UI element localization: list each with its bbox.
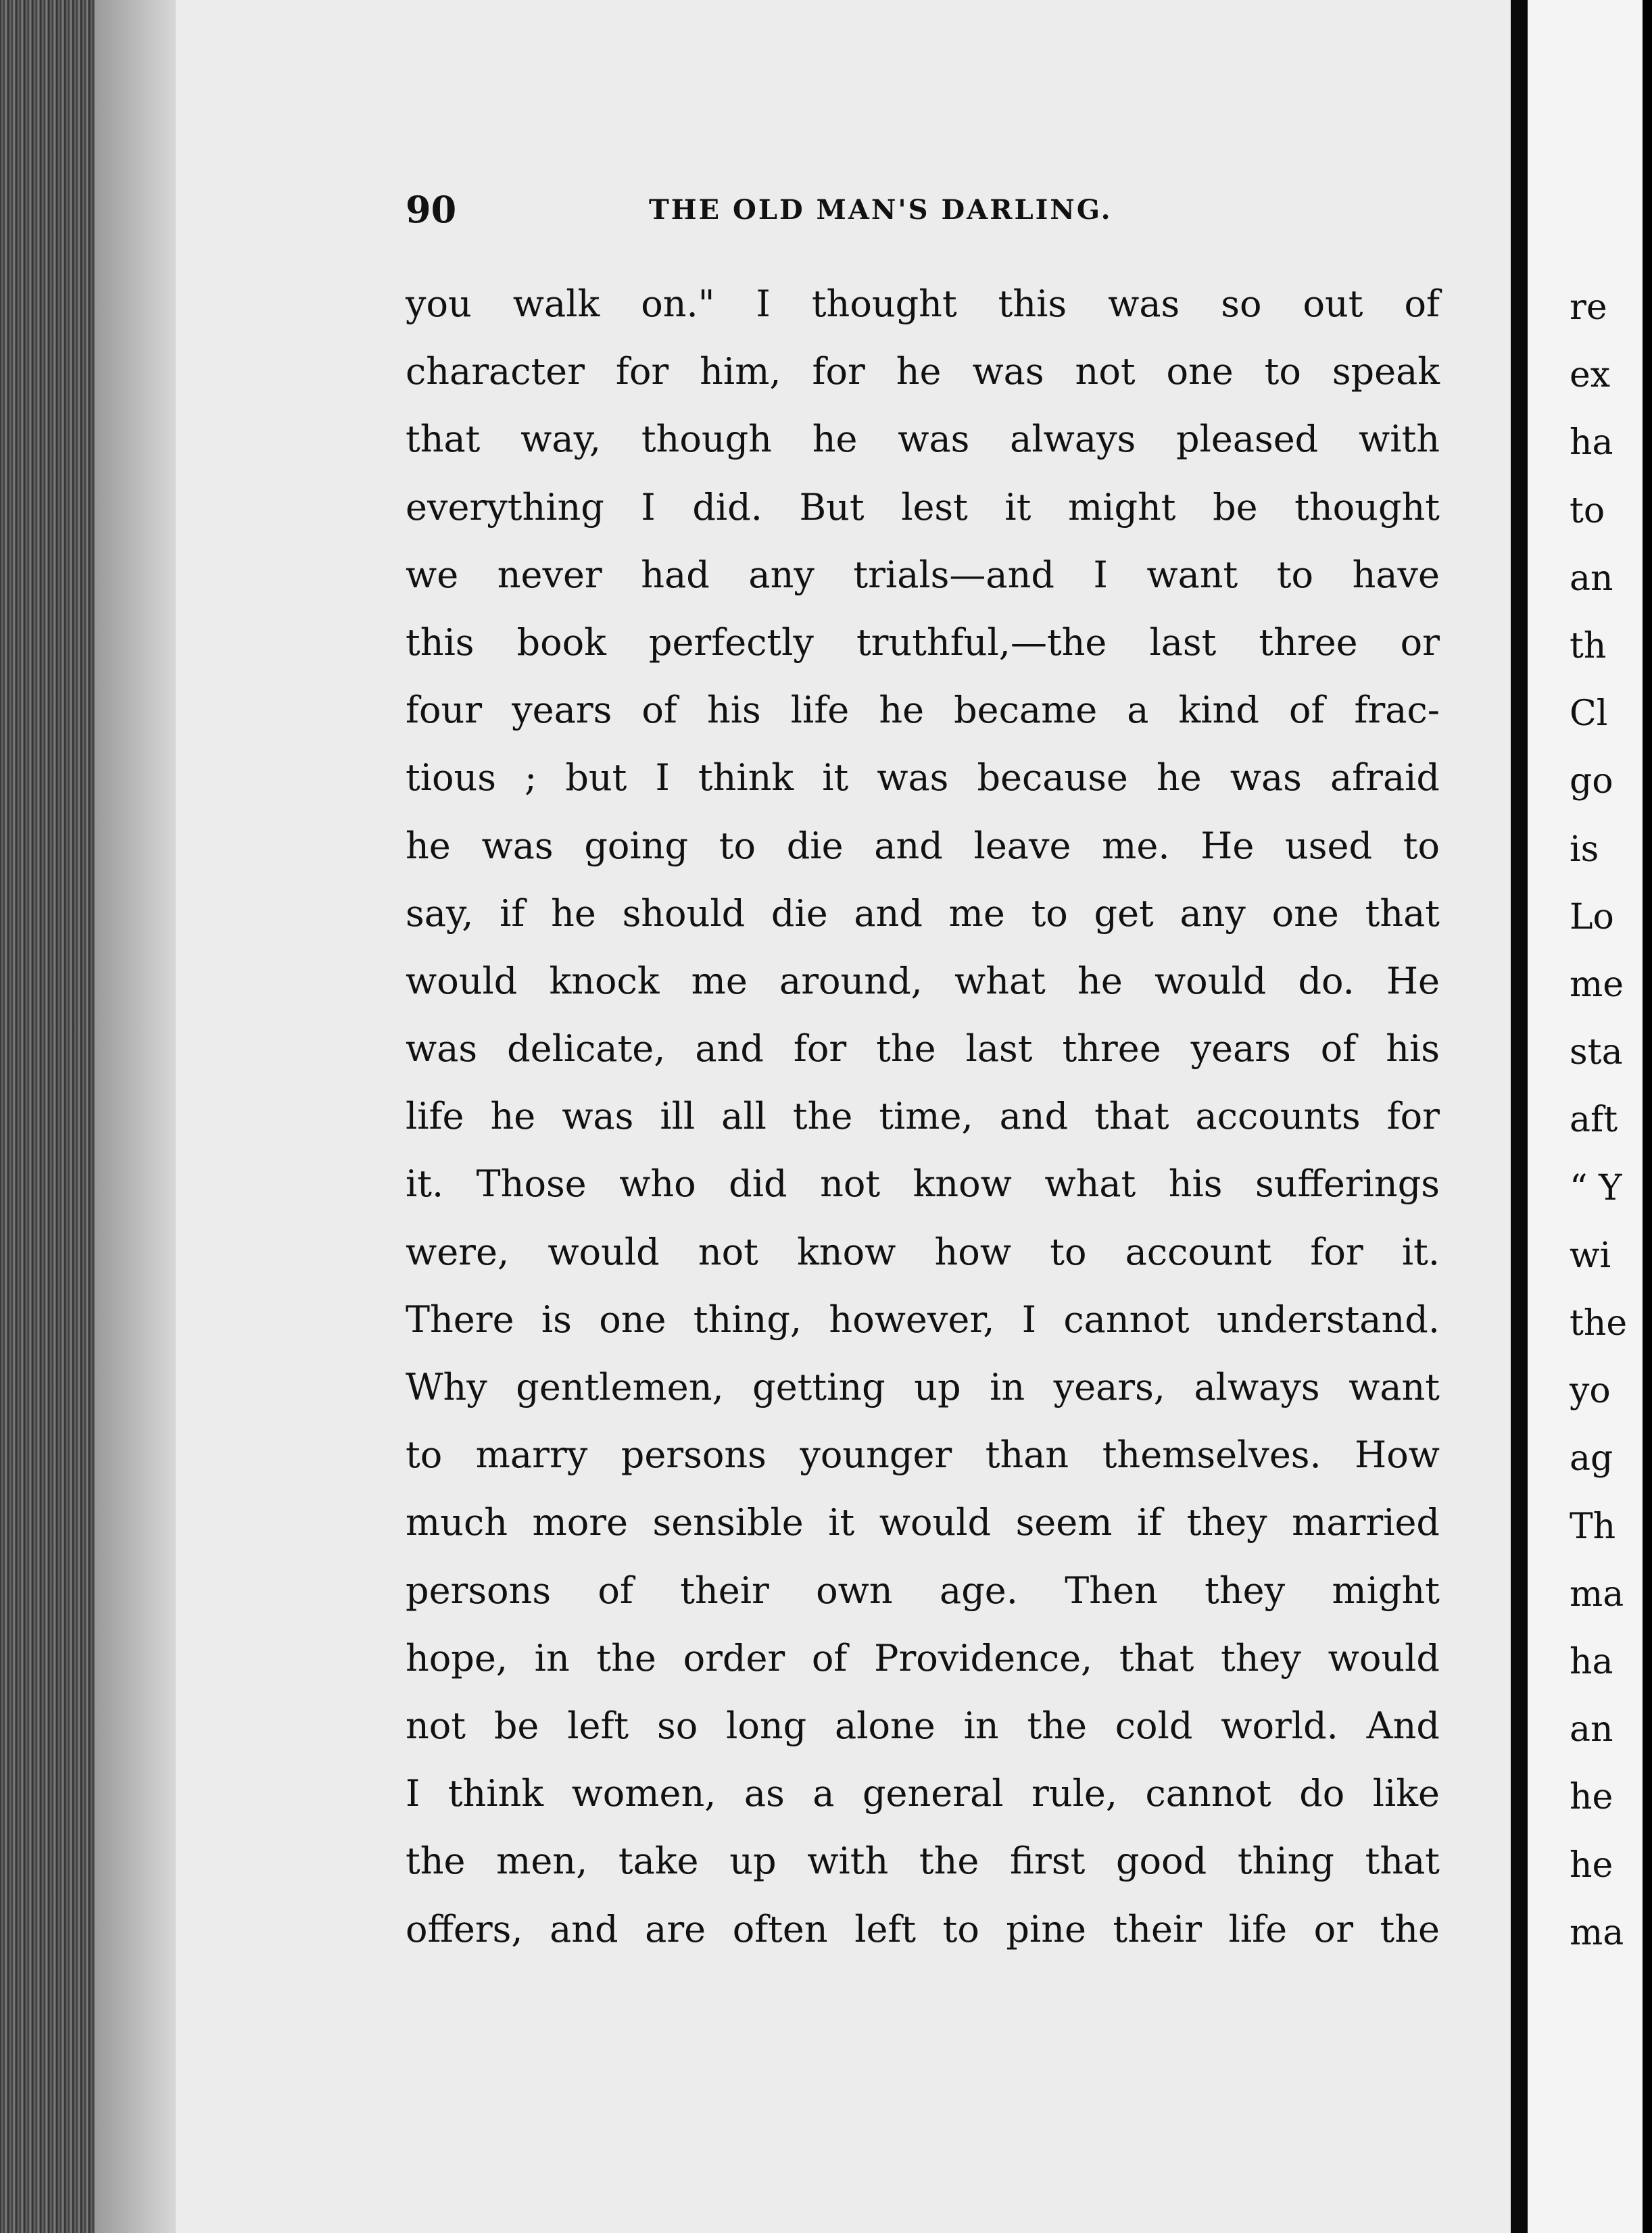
- text-line: to marry persons younger than themselves. How: [406, 1433, 1440, 1477]
- next-page-line-fragment: ag: [1570, 1438, 1613, 1479]
- text-line: I think women, as a general rule, cannot do like: [406, 1772, 1440, 1815]
- next-page-line-fragment: sta: [1570, 1032, 1623, 1073]
- next-page-line-fragment: ma: [1570, 1573, 1624, 1615]
- text-line: Why gentlemen, getting up in years, always want: [406, 1366, 1440, 1408]
- text-line: four years of his life he became a kind of frac-: [406, 689, 1440, 732]
- text-line: There is one thing, however, I cannot understand.: [406, 1298, 1440, 1341]
- text-line: you walk on." I thought this was so out of: [406, 283, 1440, 325]
- running-head: [406, 189, 1514, 230]
- text-line: hope, in the order of Providence, that they would: [406, 1636, 1440, 1679]
- next-page-line-fragment: ha: [1570, 422, 1613, 464]
- next-page-line-fragment: he: [1570, 1777, 1613, 1818]
- next-page-line-fragment: “ Y: [1570, 1167, 1622, 1208]
- text-line: say, if he should die and me to get any one that: [406, 891, 1440, 935]
- next-page-line-fragment: is: [1570, 829, 1599, 870]
- text-line: that way, though he was always pleased with: [406, 418, 1440, 461]
- text-line: it. Those who did not know what his sufferings: [406, 1162, 1440, 1206]
- page-number: 90: [406, 188, 457, 231]
- scan-edge: [1643, 0, 1652, 2233]
- text-line: not be left so long alone in the cold world. And: [406, 1704, 1440, 1747]
- text-line: tious ; but I think it was because he was afraid: [406, 756, 1440, 800]
- next-page-line-fragment: he: [1570, 1844, 1613, 1886]
- text-line: life he was ill all the time, and that accounts for: [406, 1095, 1440, 1138]
- next-page-line-fragment: go: [1570, 761, 1613, 802]
- text-line: were, would not know how to account for it.: [406, 1230, 1440, 1273]
- next-page-line-fragment: ex: [1570, 355, 1611, 396]
- next-page-line-fragment: Lo: [1570, 896, 1614, 937]
- next-page-line-fragment: me: [1570, 964, 1624, 1005]
- text-line: the men, take up with the first good thing that: [406, 1840, 1440, 1883]
- text-line: everything I did. But lest it might be thought: [406, 485, 1440, 529]
- text-line: offers, and are often left to pine their life or the: [406, 1907, 1440, 1950]
- book-gutter: [1511, 0, 1528, 2233]
- text-line: character for him, for he was not one to speak: [406, 350, 1440, 393]
- next-page-line-fragment: an: [1570, 558, 1613, 599]
- running-title: THE OLD MAN'S DARLING.: [649, 194, 1113, 226]
- next-page-line-fragment: aft: [1570, 1100, 1618, 1141]
- next-page-line-fragment: yo: [1570, 1371, 1611, 1412]
- right-page-fragment: [1528, 0, 1652, 2233]
- next-page-line-fragment: the: [1570, 1303, 1628, 1344]
- next-page-line-fragment: Th: [1570, 1506, 1616, 1547]
- text-line: was delicate, and for the last three years of his: [406, 1027, 1440, 1071]
- page-edges: [0, 0, 176, 2233]
- text-line: much more sensible it would seem if they married: [406, 1501, 1440, 1544]
- text-line: would knock me around, what he would do. He: [406, 959, 1440, 1002]
- text-line: we never had any trials—and I want to have: [406, 553, 1440, 596]
- next-page-line-fragment: re: [1570, 287, 1607, 328]
- next-page-line-fragment: ma: [1570, 1912, 1624, 1953]
- text-line: he was going to die and leave me. He used to: [406, 824, 1440, 867]
- text-line: this book perfectly truthful,—the last three or: [406, 620, 1440, 664]
- next-page-line-fragment: to: [1570, 490, 1605, 531]
- body-text: [406, 270, 1440, 1963]
- next-page-line-fragment: th: [1570, 626, 1607, 666]
- text-line: persons of their own age. Then they might: [406, 1569, 1440, 1612]
- next-page-line-fragment: an: [1570, 1709, 1613, 1750]
- next-page-line-fragment: ha: [1570, 1642, 1613, 1682]
- next-page-line-fragment: wi: [1570, 1235, 1611, 1276]
- next-page-line-fragment: Cl: [1570, 693, 1608, 735]
